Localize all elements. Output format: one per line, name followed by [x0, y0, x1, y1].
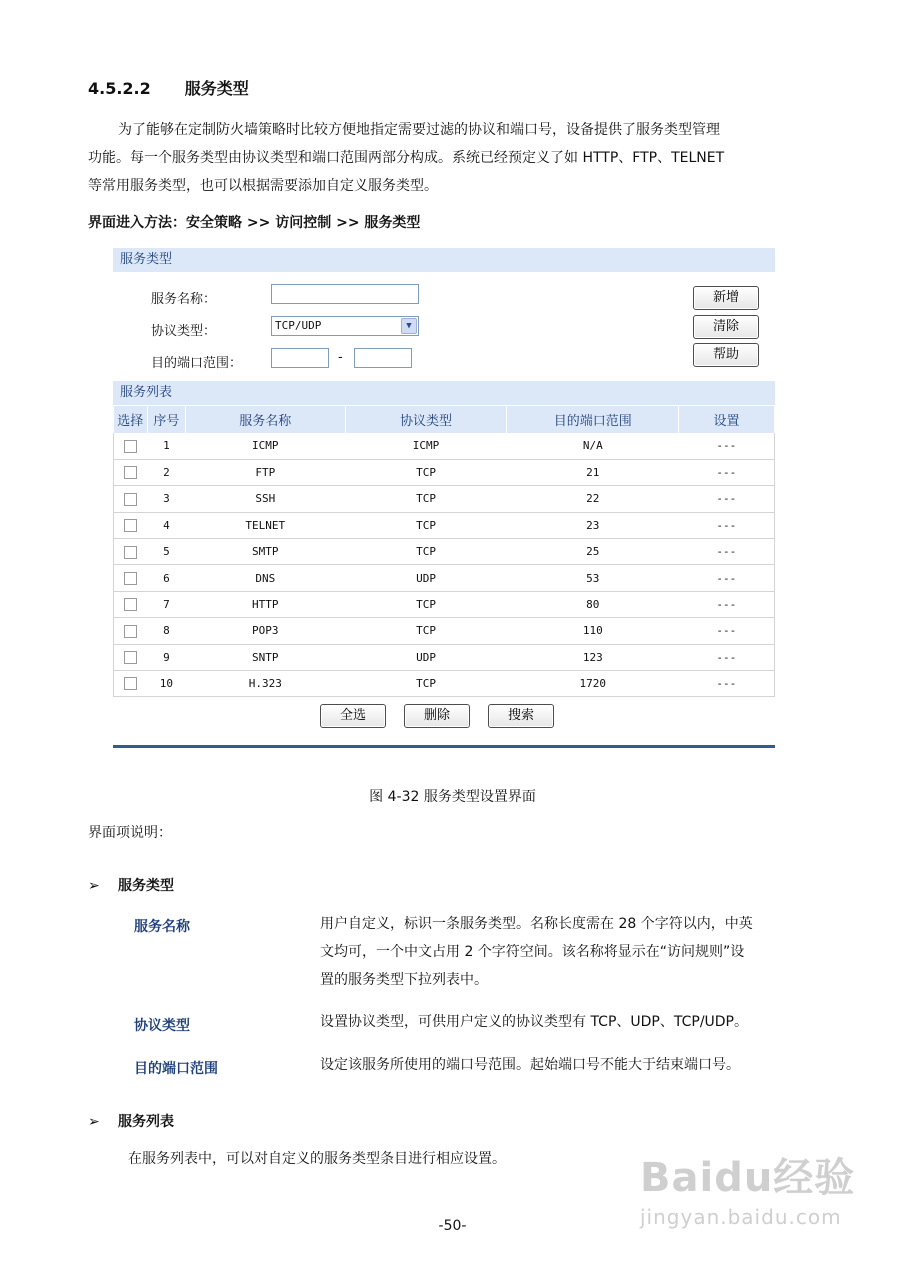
- port-range-separator: -: [338, 350, 343, 365]
- row-setting: ---: [679, 539, 775, 565]
- select-all-button[interactable]: 全选: [320, 704, 386, 728]
- page-number: -50-: [438, 1218, 467, 1234]
- row-checkbox[interactable]: [124, 466, 137, 479]
- table-header-row: [114, 406, 775, 433]
- bullet-title: 服务列表: [118, 1114, 174, 1130]
- row-port-range: 80: [507, 591, 679, 617]
- column-header-select: 选择: [114, 406, 148, 433]
- definition-line: 文均可，一个中文占用 2 个字符空间。该名称将显示在“访问规则”设: [320, 944, 745, 960]
- row-setting: ---: [679, 486, 775, 512]
- row-service-name: SNTP: [185, 644, 345, 670]
- row-index: 4: [147, 512, 185, 538]
- table-row: [114, 565, 775, 591]
- row-service-name: FTP: [185, 459, 345, 485]
- table-row: [114, 591, 775, 617]
- baidu-watermark: [640, 1146, 870, 1229]
- row-select-cell: [114, 618, 148, 644]
- service-type-panel: [113, 248, 775, 748]
- row-protocol: UDP: [345, 644, 507, 670]
- row-service-name: TELNET: [185, 512, 345, 538]
- row-index: 3: [147, 486, 185, 512]
- row-index: 1: [147, 433, 185, 459]
- row-setting: ---: [679, 433, 775, 459]
- row-checkbox[interactable]: [124, 677, 137, 690]
- row-index: 8: [147, 618, 185, 644]
- column-header-port-range: 目的端口范围: [507, 406, 679, 433]
- intro-paragraph: [88, 116, 808, 200]
- section-title: 服务类型: [184, 79, 249, 98]
- row-service-name: DNS: [185, 565, 345, 591]
- row-setting: ---: [679, 459, 775, 485]
- row-select-cell: [114, 565, 148, 591]
- row-setting: ---: [679, 671, 775, 697]
- help-button[interactable]: 帮助: [693, 343, 759, 367]
- service-name-label: 服务名称：: [151, 292, 217, 307]
- row-select-cell: [114, 459, 148, 485]
- watermark-logo-text: Baidu经验: [640, 1155, 856, 1201]
- row-service-name: POP3: [185, 618, 345, 644]
- table-row: [114, 512, 775, 538]
- row-index: 7: [147, 591, 185, 617]
- definition-line: 用户自定义，标识一条服务类型。名称长度需在 28 个字符以内，中英: [320, 916, 753, 932]
- watermark-url: jingyan.baidu.com: [640, 1205, 842, 1229]
- clear-button[interactable]: 清除: [693, 315, 759, 339]
- row-select-cell: [114, 433, 148, 459]
- search-button[interactable]: 搜索: [488, 704, 554, 728]
- bullet-service-type: [88, 875, 174, 895]
- row-port-range: 22: [507, 486, 679, 512]
- column-header-name: 服务名称: [185, 406, 345, 433]
- port-from-input[interactable]: [271, 348, 329, 368]
- port-to-input[interactable]: [354, 348, 412, 368]
- intro-line: 为了能够在定制防火墙策略时比较方便地指定需要过滤的协议和端口号，设备提供了服务类型管理: [118, 122, 720, 138]
- table-row: [114, 539, 775, 565]
- row-index: 5: [147, 539, 185, 565]
- row-index: 6: [147, 565, 185, 591]
- definition-line: 设置协议类型，可供用户定义的协议类型有 TCP、UDP、TCP/UDP。: [320, 1014, 749, 1030]
- nav-path: 界面进入方法：安全策略 >> 访问控制 >> 服务类型: [88, 215, 421, 231]
- row-index: 10: [147, 671, 185, 697]
- row-port-range: 21: [507, 459, 679, 485]
- row-port-range: 1720: [507, 671, 679, 697]
- intro-line: 等常用服务类型，也可以根据需要添加自定义服务类型。: [88, 178, 438, 194]
- chevron-down-icon[interactable]: ▼: [401, 318, 417, 334]
- row-checkbox[interactable]: [124, 546, 137, 559]
- panel-title: 服务类型: [113, 248, 775, 272]
- row-protocol: TCP: [345, 671, 507, 697]
- figure-caption: 图 4-32 服务类型设置界面: [369, 789, 536, 805]
- row-index: 9: [147, 644, 185, 670]
- row-checkbox[interactable]: [124, 519, 137, 532]
- row-service-name: HTTP: [185, 591, 345, 617]
- row-setting: ---: [679, 644, 775, 670]
- service-name-input[interactable]: [271, 284, 419, 304]
- row-select-cell: [114, 671, 148, 697]
- protocol-select[interactable]: [271, 316, 419, 336]
- row-select-cell: [114, 644, 148, 670]
- row-port-range: 123: [507, 644, 679, 670]
- column-header-setting: 设置: [679, 406, 775, 433]
- row-checkbox[interactable]: [124, 598, 137, 611]
- row-select-cell: [114, 486, 148, 512]
- term-port-range: 目的端口范围: [134, 1061, 218, 1077]
- column-header-protocol: 协议类型: [345, 406, 507, 433]
- row-protocol: UDP: [345, 565, 507, 591]
- term-protocol: 协议类型: [134, 1018, 190, 1034]
- row-service-name: SMTP: [185, 539, 345, 565]
- delete-button[interactable]: 删除: [404, 704, 470, 728]
- row-setting: ---: [679, 591, 775, 617]
- row-setting: ---: [679, 618, 775, 644]
- row-index: 2: [147, 459, 185, 485]
- row-protocol: TCP: [345, 512, 507, 538]
- service-list-description: 在服务列表中，可以对自定义的服务类型条目进行相应设置。: [128, 1151, 506, 1167]
- table-row: [114, 644, 775, 670]
- row-service-name: ICMP: [185, 433, 345, 459]
- table-row: [114, 433, 775, 459]
- section-number: 4.5.2.2: [88, 79, 151, 98]
- description-intro: 界面项说明：: [88, 825, 172, 841]
- bullet-arrow-icon: ➢: [88, 1114, 100, 1130]
- bullet-service-list: [88, 1111, 174, 1131]
- table-row: [114, 671, 775, 697]
- definition-port-range: [320, 1051, 816, 1079]
- row-service-name: H.323: [185, 671, 345, 697]
- definition-line: 置的服务类型下拉列表中。: [320, 972, 488, 988]
- table-row: [114, 618, 775, 644]
- service-list-table: [113, 406, 775, 697]
- row-select-cell: [114, 512, 148, 538]
- row-setting: ---: [679, 565, 775, 591]
- row-protocol: TCP: [345, 591, 507, 617]
- row-checkbox[interactable]: [124, 651, 137, 664]
- row-protocol: ICMP: [345, 433, 507, 459]
- protocol-label: 协议类型：: [151, 324, 217, 339]
- row-setting: ---: [679, 512, 775, 538]
- row-protocol: TCP: [345, 486, 507, 512]
- row-checkbox[interactable]: [124, 440, 137, 453]
- term-service-name: 服务名称: [134, 919, 190, 935]
- row-protocol: TCP: [345, 618, 507, 644]
- definition-line: 设定该服务所使用的端口号范围。起始端口号不能大于结束端口号。: [320, 1057, 740, 1073]
- row-select-cell: [114, 539, 148, 565]
- add-button[interactable]: 新增: [693, 286, 759, 310]
- row-select-cell: [114, 591, 148, 617]
- row-checkbox[interactable]: [124, 572, 137, 585]
- row-port-range: 23: [507, 512, 679, 538]
- definition-protocol: [320, 1008, 816, 1036]
- port-range-label: 目的端口范围：: [151, 356, 243, 371]
- definition-service-name: [320, 910, 816, 994]
- row-protocol: TCP: [345, 459, 507, 485]
- row-service-name: SSH: [185, 486, 345, 512]
- table-row: [114, 459, 775, 485]
- row-port-range: 53: [507, 565, 679, 591]
- row-port-range: 25: [507, 539, 679, 565]
- row-protocol: TCP: [345, 539, 507, 565]
- list-title: 服务列表: [113, 381, 775, 405]
- column-header-index: 序号: [147, 406, 185, 433]
- row-checkbox[interactable]: [124, 625, 137, 638]
- row-checkbox[interactable]: [124, 493, 137, 506]
- bullet-title: 服务类型: [118, 878, 174, 894]
- table-row: [114, 486, 775, 512]
- row-port-range: 110: [507, 618, 679, 644]
- intro-line: 功能。每一个服务类型由协议类型和端口范围两部分构成。系统已经预定义了如 HTTP、FTP、TELNET: [88, 150, 725, 166]
- section-heading: [88, 76, 249, 99]
- row-port-range: N/A: [507, 433, 679, 459]
- protocol-selected-value: TCP/UDP: [275, 319, 322, 332]
- panel-bottom-border: [113, 745, 775, 748]
- bullet-arrow-icon: ➢: [88, 878, 100, 894]
